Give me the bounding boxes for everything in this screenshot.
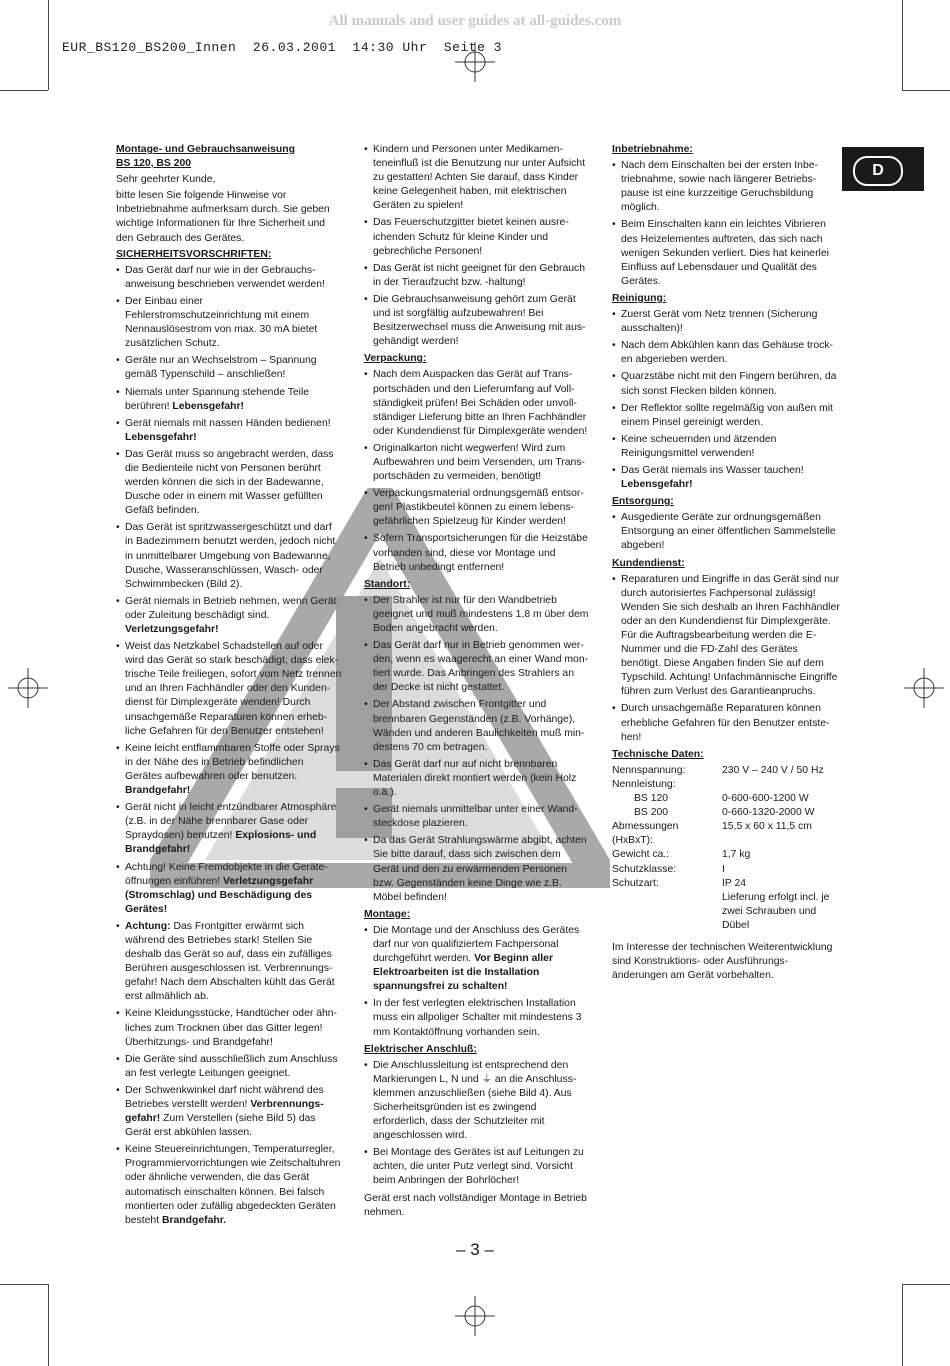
bold-text: Verletzungsgefahr (Stromschlag) und Beschädigung des Gerätes! (125, 875, 314, 915)
list-item (612, 370, 840, 398)
bold-text: Lebensgefahr! (125, 431, 197, 443)
item-text: Keine scheuernden und ätzenden Reinigungsmittel verwenden! (621, 433, 777, 459)
tech-label: Schutzklasse: (612, 863, 677, 875)
crop-mark (48, 1284, 49, 1366)
bold-text: Brandgefahr. (161, 1214, 227, 1226)
item-text: Verpackungsmaterial ordnungsgemäß entsor-gen! Plastikbeutel können zu einem lebens-gefährlichen Spielzeug für Kinder werden! (373, 488, 584, 528)
crop-mark (902, 1284, 903, 1366)
location-list (364, 594, 589, 905)
crop-mark (48, 0, 49, 90)
tech-value: I (722, 863, 725, 875)
tech-label: Abmessungen (HxBxT): (612, 821, 679, 847)
list-item (364, 834, 589, 904)
item-text: Zuerst Gerät vom Netz trennen (Sicherung ausschalten)! (621, 309, 818, 335)
column-left (116, 143, 342, 1231)
item-text: Gerät niemals in Betrieb nehmen, wenn Gerät oder Zuleitung beschädigt sind. (125, 595, 337, 621)
list-item (364, 143, 589, 213)
tech-value: IP 24 (722, 877, 747, 889)
section-heading-service: Kundendienst: (612, 557, 685, 569)
bold-text: Verbrennungs-gefahr! (125, 1099, 324, 1125)
list-item (116, 264, 342, 292)
bold-text: Lebensgefahr! (621, 479, 693, 491)
tech-label: Gewicht ca.: (612, 849, 670, 861)
list-item (364, 262, 589, 290)
crop-mark (902, 0, 903, 90)
list-item (612, 702, 840, 744)
item-text: Der Einbau einer Fehlerstromschutzeinrichtung mit einem Nennauslösestrom von max. 30 mA bietet zusätzlichen Schutz. (125, 295, 318, 350)
item-text: Das Gerät ist nicht geeignet für den Gebrauch in der Tieraufzucht bzw. -haltung! (373, 262, 585, 288)
item-text: Der Abstand zwischen Frontgitter und brennbaren Gegenständen (z.B. Vorhänge), Wänden und anderen Baulichkeiten muß min-destens 70 cm betragen. (373, 699, 585, 753)
list-item (612, 573, 840, 700)
tech-label: BS 200 (634, 807, 669, 819)
column-middle (364, 143, 589, 1222)
intro-text: bitte lesen Sie folgende Hinweise vor Inbetriebnahme aufmerksam durch. Sie geben wichtige Informationen für Ihre Sicherheit und den Gebrauch des Gerätes. (116, 190, 330, 244)
item-text: Geräte nur an Wechselstrom – Spannung gemäß Typenschild – anschließen! (125, 355, 317, 381)
item-text: Die Anschlussleitung ist entsprechend den Markierungen L, N und ⏚ an die Anschluss-klemmen anzuschließen (siehe Bild 4). Aus Sicherheitsgründen ist es zwingend erforderlich, dass der Schutzleiter mit angeschlossen wird. (373, 1059, 577, 1142)
section-heading-packaging: Verpackung: (364, 353, 427, 365)
list-item (116, 595, 342, 637)
disposal-list (612, 511, 840, 553)
item-text: Das Frontgitter erwärmt sich während des Betriebes stark! Stellen Sie deshalb das Gerät so auf, dass ein zufälliges Berühren ausgeschlossen ist. Verbrennungs-gefahr! Nach dem Abschalten kühlt das Gerät erst allmählich ab. (125, 920, 335, 1003)
tech-value (722, 778, 840, 792)
item-text: Nach dem Einschalten bei der ersten Inbe-triebnahme, sowie nach längerer Betriebs-pause ist eine kurzzeitige Geruchsbildung möglich. (621, 160, 818, 214)
list-item (116, 861, 342, 917)
packaging-list (364, 368, 589, 574)
tech-label: Nennspannung: (612, 764, 686, 776)
closing-note: Im Interesse der technischen Weiterentwicklung sind Konstruktions- oder Ausführungs-änderungen am Gerät vorbehalten. (612, 941, 833, 982)
list-item (364, 1146, 589, 1188)
item-text: Bei Montage des Gerätes ist auf Leitungen zu achten, die unter Putz verlegt sind. Vorsicht beim Anbringen der Bohrlöcher! (373, 1147, 584, 1187)
list-item (116, 801, 342, 857)
registration-mark-icon (455, 42, 495, 82)
item-text: Keine leicht entflammbaren Stoffe oder Sprays in der Nähe des in Betrieb befindlichen Gerätes aufbewahren oder benutzen. (125, 742, 340, 782)
section-heading-cleaning: Reinigung: (612, 292, 667, 304)
section-heading-disposal: Entsorgung: (612, 496, 674, 508)
tech-value: 15,5 x 60 x 11,5 cm (722, 821, 812, 833)
list-item (116, 742, 342, 798)
item-text: Da das Gerät Strahlungswärme abgibt, achten Sie bitte darauf, dass sich zwischen dem Gerät und den zu erwärmenden Personen bzw. Gegenständen keine Dinge wie z.B. Möbel befinden! (373, 835, 587, 903)
print-slug: EUR_BS120_BS200_Innen 26.03.2001 14:30 Uhr Seite 3 (62, 40, 502, 55)
list-item (364, 758, 589, 800)
tech-value: 0-660-1320-2000 W (722, 807, 815, 819)
list-item (364, 997, 589, 1039)
crop-mark (0, 1284, 48, 1285)
bold-text: Lebensgefahr! (172, 400, 244, 412)
service-list (612, 573, 840, 745)
item-text: Reparaturen und Eingriffe in das Gerät sind nur durch autorisiertes Fachpersonal zulässig! Wenden Sie sich deshalb an Ihren Fachhändler oder an den Kundendienst für Dimplexgeräte. Für die Auftragsbearbeitung werden die E-Nummer und die FD-Zahl des Gerätes benötigt. Diese Angaben finden Sie auf dem Typschild. Achtung! Unfachmännische Eingriffe führen zum Verlust des Garantieanpruchs. (621, 573, 840, 698)
list-item (364, 803, 589, 831)
item-text: Durch unsachgemäße Reparaturen können erhebliche Gefahren für den Benutzer entste-hen! (621, 703, 830, 743)
crop-mark (0, 90, 48, 91)
list-item (116, 448, 342, 518)
list-item (116, 1007, 342, 1049)
bold-text: Achtung: (125, 920, 171, 932)
list-item (116, 640, 342, 739)
cleaning-list (612, 308, 840, 492)
item-text: Nach dem Abkühlen kann das Gehäuse trock-en abgerieben werden. (621, 340, 833, 366)
registration-mark-icon (8, 668, 48, 708)
list-item (612, 464, 840, 492)
item-text: In der fest verlegten elektrischen Installation muss ein allpoliger Schalter mit mindestens 3 mm Kontaktöffnung vorhanden sein. (373, 998, 582, 1038)
item-text: Niemals unter Spannung stehende Teile berühren! (125, 386, 310, 412)
item-text: Beim Einschalten kann ein leichtes Vibrieren des Heizelementes auftreten, das sich nach wenigen Sekunden verliert. Dies hat keinerlei Einfluss auf Lebensdauer und Qualität des Gerätes. (621, 219, 829, 287)
list-item (116, 354, 342, 382)
tech-value: 0-600-600-1200 W (722, 793, 809, 805)
item-text: Das Gerät ist spritzwassergeschützt und darf in Badezimmern benutzt werden, jedoch nicht in unmittelbarer Umgebung von Badewanne, Dusche, Wasseranschlüssen, Wasch- oder Schwimmbecken (Bild 2). (125, 522, 336, 590)
crop-mark (902, 90, 950, 91)
list-item (364, 368, 589, 438)
crop-mark (902, 1284, 950, 1285)
list-item (364, 216, 589, 258)
bold-text: Vor Beginn aller Elektroarbeiten ist die Installation spannungsfrei zu schalten! (373, 953, 554, 993)
safety-list (116, 264, 342, 1228)
item-text: Achtung! Keine Fremdobjekte in die Geräte-öffnungen einführen! (125, 861, 328, 887)
tech-label: BS 120 (634, 793, 669, 805)
list-item (612, 308, 840, 336)
tech-label: Nennleistung: (612, 778, 676, 790)
greeting: Sehr geehrter Kunde, (116, 174, 216, 186)
item-text: Kindern und Personen unter Medikamen-teneinfluß ist die Benutzung nur unter Aufsicht zu gestatten! Achten Sie darauf, dass Kinder keine Gelegenheit haben, mit elektrischen Geräten zu spielen! (373, 144, 585, 212)
bold-text: Explosions- und Brandgefahr! (125, 830, 317, 856)
item-text: Die Gebrauchsanweisung gehört zum Gerät und ist sorgfältig aufzubewahren! Bei Besitzerwechsel muss die Anweisung mit aus-gehändigt werden! (373, 293, 586, 348)
section-heading-technical: Technische Daten: (612, 748, 704, 760)
item-text: Ausgediente Geräte zur ordnungsgemäßen Entsorgung an einer öffentlichen Sammelstelle abgeben! (621, 512, 836, 552)
list-item (364, 442, 589, 484)
language-tab-label: D (853, 156, 903, 186)
item-text: Keine Kleidungsstücke, Handtücher oder ähn-liches zum Trocknen über das Gitter legen! Überhitzungs- und Brandgefahr! (125, 1008, 337, 1048)
item-text: Weist das Netzkabel Schadstellen auf oder wird das Gerät so stark beschädigt, dass elek-trische Teile freiliegen, sofort vom Netz trennen und an Ihren Fachhändler oder den Kunden-dienst für Dimplexgeräte wenden! Durch unsachgemäße Reparaturen können erheb-liche Gefahren für den Benutzer entstehen! (125, 641, 342, 737)
list-item (364, 639, 589, 695)
item-text: Der Reflektor sollte regelmäßig von außen mit einem Pinsel gereinigt werden. (621, 402, 833, 428)
tech-label: Schutzart: (612, 877, 659, 889)
item-text: Gerät nicht in leicht entzündbarer Atmosphäre (z.B. in der Nähe brennbarer Gase oder Spraydosen) benutzen! (125, 802, 337, 842)
tech-value: Lieferung erfolgt incl. je zwei Schrauben und Dübel (722, 891, 830, 931)
list-item (364, 698, 589, 754)
watermark-text: All manuals and user guides at all-guides.com (328, 13, 622, 29)
list-item (612, 402, 840, 430)
list-item (364, 924, 589, 994)
bold-text: Brandgefahr! (125, 785, 191, 797)
registration-mark-icon (904, 668, 944, 708)
startup-list (612, 159, 840, 289)
item-text: Originalkarton nicht wegwerfen! Wird zum Aufbewahren und beim Versenden, um Trans-portschäden zu vermeiden, benötigt! (373, 442, 585, 483)
list-item (116, 1084, 342, 1140)
section-heading-location: Standort: (364, 578, 411, 590)
item-text: Das Gerät darf nur auf nicht brennbaren Materialen direkt montiert werden (kein Holz o.ä.). (373, 758, 577, 799)
item-text: Nach dem Auspacken das Gerät auf Trans-portschäden und den Lieferumfang auf Voll-ständigkeit prüfen! Bei Schäden oder unvoll-ständiger Lieferung bitte an Ihren Fachhändler oder Kundendienst für Dimplexgeräte wenden! (373, 369, 588, 437)
list-item (116, 920, 342, 1005)
tech-value: 1,7 kg (722, 849, 751, 861)
item-text: Die Montage und der Anschluss des Gerätes darf nur von qualifiziertem Fachpersonal durchgeführt werden. (373, 924, 580, 965)
list-item (116, 295, 342, 351)
item-text: Das Gerät muss so angebracht werden, dass die Bedienteile nicht von Personen berührt werden können die sich in der Badewanne, Dusche oder in einem mit Wasser gefüllten Gefäß befinden. (125, 448, 334, 517)
list-item (364, 1059, 589, 1144)
registration-mark-icon (455, 1296, 495, 1336)
list-item (364, 487, 589, 529)
list-item (364, 532, 589, 574)
list-item (612, 339, 840, 367)
item-text: Die Geräte sind ausschließlich zum Anschluss an fest verlegte Leitungen geeignet. (125, 1053, 338, 1079)
list-item (612, 218, 840, 288)
doc-subtitle: BS 120, BS 200 (116, 158, 192, 170)
section-heading-safety: SICHERHEITSVORSCHRIFTEN: (116, 248, 272, 260)
page-number: – 3 – (456, 1240, 494, 1259)
bold-text: Verletzungsgefahr! (125, 624, 219, 635)
column-right (612, 143, 840, 985)
item-text: Zum Verstellen (siehe Bild 5) das Gerät erst abkühlen lassen. (125, 1113, 316, 1139)
mounting-list (364, 924, 589, 1040)
item-text: Der Strahler ist nur für den Wandbetrieb geeignet und muß mindestens 1,8 m über dem Boden angebracht werden. (373, 594, 589, 634)
list-item (116, 521, 342, 591)
list-item (116, 386, 342, 414)
item-text: Gerät niemals mit nassen Händen bedienen! (125, 417, 331, 429)
technical-data-table (612, 764, 840, 933)
section-heading-startup: Inbetriebnahme: (612, 144, 693, 155)
item-text: Gerät niemals unmittelbar unter einer Wand-steckdose plazieren. (373, 804, 578, 830)
item-text: Das Gerät darf nur in Betrieb genommen wer-den, wenn es waagerecht an einer Wand mon-tiert wurde. Das Anbringen des Strahlers an der Decke ist nicht gestattet. (373, 640, 589, 694)
section-heading-electrical: Elektrischer Anschluß: (364, 1043, 477, 1055)
item-text: Das Gerät niemals ins Wasser tauchen! (621, 464, 804, 476)
safety-list-continued (364, 143, 589, 349)
item-text: Der Schwenkwinkel darf nicht während des Betriebes verstellt werden! (125, 1084, 324, 1110)
tech-value: 230 V – 240 V / 50 Hz (722, 764, 824, 776)
closing-note: Gerät erst nach vollständiger Montage in Betrieb nehmen. (364, 1192, 587, 1218)
list-item (612, 433, 840, 461)
item-text: Das Feuerschutzgitter bietet keinen ausre-ichenden Schutz für kleine Kinder und gebrechliche Personen! (373, 217, 569, 257)
item-text: Keine Steuereinrichtungen, Temperaturregler, Programmiervorrichtungen wie Zeitschaltuhren oder ähnliche verwenden, die das Gerät automatisch einschalten können. Bei falsch montierten oder zufällig abgedeckten Geräten besteht (125, 1144, 341, 1226)
list-item (116, 417, 342, 445)
doc-title: Montage- und Gebrauchsanweisung (116, 144, 295, 155)
section-heading-mounting: Montage: (364, 908, 411, 920)
list-item (364, 594, 589, 636)
list-item (116, 1143, 342, 1228)
list-item (612, 159, 840, 215)
list-item (116, 1053, 342, 1081)
item-text: Das Gerät darf nur wie in der Gebrauchs-anweisung beschrieben verwendet werden! (125, 264, 325, 290)
electrical-list (364, 1059, 589, 1189)
list-item (612, 511, 840, 553)
list-item (364, 293, 589, 349)
item-text: Sofern Transportsicherungen für die Heizstäbe vorhanden sind, diese vor Montage und Betrieb unbedingt entfernen! (373, 533, 588, 573)
tech-label (612, 891, 722, 933)
item-text: Quarzstäbe nicht mit den Fingern berühren, da sich sonst Flecken bilden können. (621, 371, 837, 397)
